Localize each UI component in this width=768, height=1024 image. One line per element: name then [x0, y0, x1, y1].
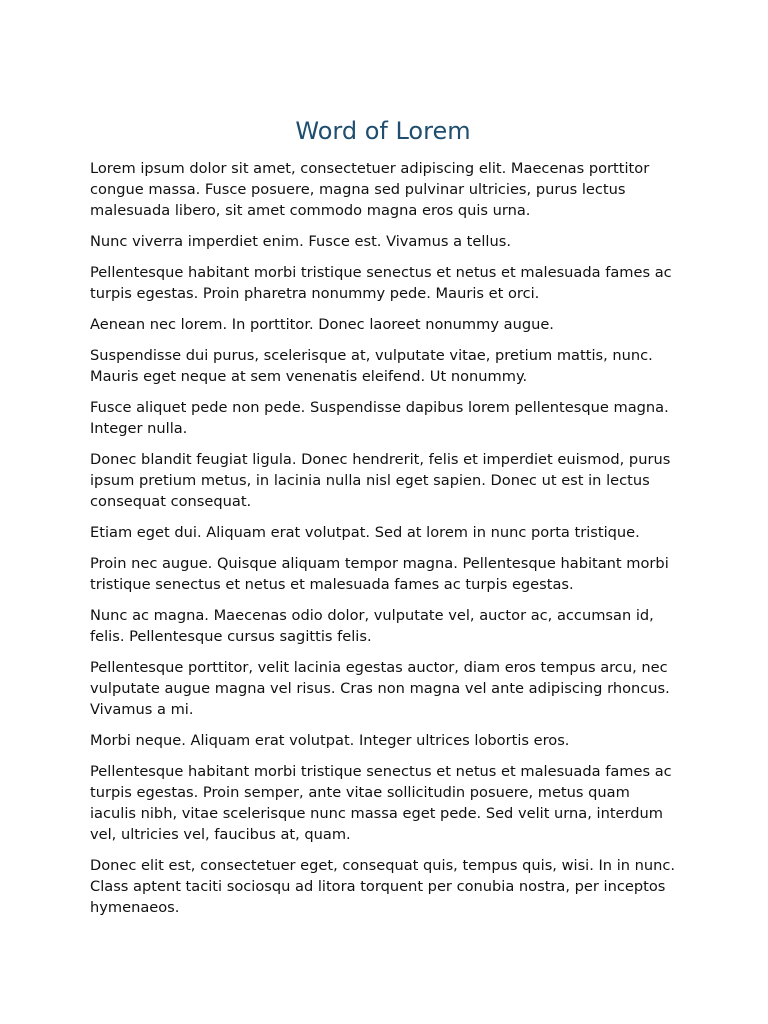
paragraph: Etiam eget dui. Aliquam erat volutpat. Sed at lorem in nunc porta tristique.	[90, 524, 640, 541]
paragraph: Aenean nec lorem. In porttitor. Donec laoreet nonummy augue.	[90, 316, 554, 333]
paragraph: Suspendisse dui purus, scelerisque at, vulputate vitae, pretium mattis, nunc. Mauris eget neque at sem venenatis eleifend. Ut nonummy.	[90, 347, 653, 385]
paragraph: Morbi neque. Aliquam erat volutpat. Integer ultrices lobortis eros.	[90, 732, 570, 749]
paragraph: Proin nec augue. Quisque aliquam tempor magna. Pellentesque habitant morbi tristique senectus et netus et malesuada fames ac turpis egestas.	[90, 555, 669, 593]
paragraph: Fusce aliquet pede non pede. Suspendisse dapibus lorem pellentesque magna. Integer nulla.	[90, 399, 669, 437]
paragraph: Donec blandit feugiat ligula. Donec hendrerit, felis et imperdiet euismod, purus ipsum pretium metus, in lacinia nulla nisl eget sapien. Donec ut est in lectus consequat consequat.	[90, 451, 671, 510]
paragraph: Nunc viverra imperdiet enim. Fusce est. Vivamus a tellus.	[90, 233, 511, 250]
paragraph: Pellentesque habitant morbi tristique senectus et netus et malesuada fames ac turpis egestas. Proin semper, ante vitae sollicitudin posuere, metus quam iaculis nibh, vitae scelerisque nunc massa eget pede. Sed velit urna, interdum vel, ultricies vel, faucibus at, quam.	[90, 763, 672, 843]
document-title: Word of Lorem	[295, 117, 471, 145]
paragraph: Lorem ipsum dolor sit amet, consectetuer adipiscing elit. Maecenas porttitor congue massa. Fusce posuere, magna sed pulvinar ultricies, purus lectus malesuada libero, sit amet commodo magna eros quis urna.	[90, 160, 650, 219]
paragraph: Nunc ac magna. Maecenas odio dolor, vulputate vel, auctor ac, accumsan id, felis. Pellentesque cursus sagittis felis.	[90, 607, 654, 645]
paragraph: Donec elit est, consectetuer eget, consequat quis, tempus quis, wisi. In in nunc. Class aptent taciti sociosqu ad litora torquent per conubia nostra, per inceptos hymenaeos.	[90, 857, 676, 916]
document-body	[90, 113, 676, 928]
paragraph: Pellentesque porttitor, velit lacinia egestas auctor, diam eros tempus arcu, nec vulputate augue magna vel risus. Cras non magna vel ante adipiscing rhoncus. Vivamus a mi.	[90, 659, 670, 718]
paragraph: Pellentesque habitant morbi tristique senectus et netus et malesuada fames ac turpis egestas. Proin pharetra nonummy pede. Mauris et orci.	[90, 264, 672, 302]
